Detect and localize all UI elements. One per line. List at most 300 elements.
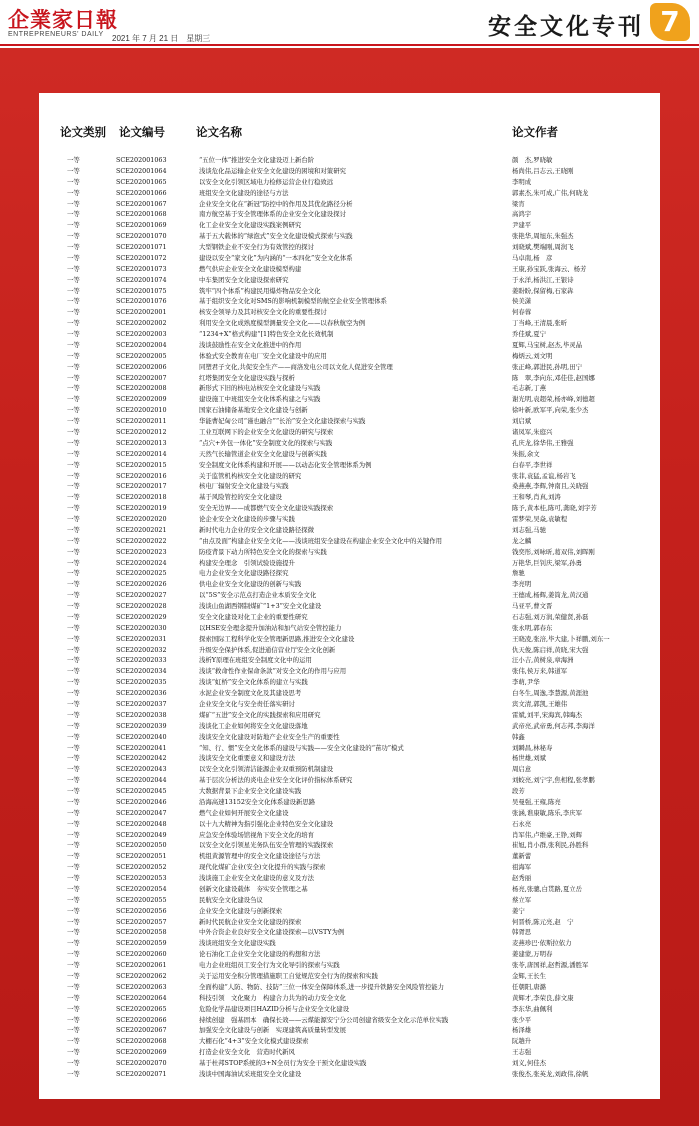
- cell-category: 一等: [67, 1026, 80, 1035]
- cell-title: 新形式下旧的核电站核安全文化建设与实践: [199, 384, 321, 393]
- table-row: [0, 264, 699, 275]
- cell-title: 创新文化建设载体 夯实安全管理之基: [199, 884, 308, 893]
- cell-category: 一等: [67, 787, 80, 796]
- cell-author: 钱奕彤,刘咏昕,葛双伟,刘晖刚: [512, 547, 595, 556]
- cell-title: 基于组织安全文化对SMS的影响机制模型的航空企业安全管理体系: [199, 297, 387, 306]
- table-row: [0, 383, 699, 394]
- cell-author: 崔旭,肖小群,张利民,孙胜科: [512, 841, 589, 850]
- cell-title: 班组安全文化建设的途径与方法: [199, 188, 289, 197]
- cell-category: 一等: [67, 286, 80, 295]
- cell-author: 王志强: [512, 1048, 532, 1057]
- cell-code: SCE202002042: [116, 754, 167, 763]
- table-row: [0, 1069, 699, 1080]
- cell-author: 何晋桥,陈元亮,赵 宁: [512, 917, 574, 926]
- cell-title: 沿海高速13152安全文化体系建设新思路: [199, 797, 316, 806]
- table-row: [0, 840, 699, 851]
- table-row: [0, 1036, 699, 1047]
- cell-category: 一等: [67, 678, 80, 687]
- cell-code: SCE202002035: [116, 678, 167, 687]
- cell-category: 一等: [67, 939, 80, 948]
- cell-author: 张正峰,郭进民,孙明,田宁: [512, 362, 582, 371]
- cell-title: 企业安全文化建设与创新探索: [199, 906, 283, 915]
- cell-author: 陈予,黄本桂,陈可,龚晓,刘宇芳: [512, 504, 597, 513]
- cell-category: 一等: [67, 961, 80, 970]
- cell-code: SCE202002057: [116, 917, 167, 926]
- cell-code: SCE202002047: [116, 808, 167, 817]
- cell-code: SCE202002046: [116, 797, 167, 806]
- cell-category: 一等: [67, 406, 80, 415]
- cell-category: 一等: [67, 754, 80, 763]
- page-number-badge: 7: [650, 3, 690, 41]
- cell-title: 机组黄源管理中的安全文化建设途径与方法: [199, 852, 321, 861]
- cell-title: 建设以安全“家文化”为内涵的“一本四化”安全文化体系: [199, 253, 353, 262]
- cell-title: 危险化学品建设项目HAZID分析与企业安全文化建设: [199, 1004, 350, 1013]
- cell-category: 一等: [67, 700, 80, 708]
- cell-code: SCE202002016: [116, 471, 167, 480]
- cell-title: 浅谈中国海油试采班组安全文化建设: [199, 1069, 302, 1078]
- cell-category: 一等: [67, 221, 80, 230]
- table-row: [0, 188, 699, 199]
- cell-title: 企业安全文化在“新冠”防控中的作用及其优化路径分析: [199, 199, 353, 208]
- cell-author: 王和琴,肖真,刘涛: [512, 493, 561, 502]
- table-row: [0, 242, 699, 253]
- cell-author: 何春蓉: [512, 308, 532, 317]
- cell-title: 关于运用安全积分管理措施职工自觉规范安全行为的探索和实践: [199, 972, 378, 980]
- cell-code: SCE202002060: [116, 950, 167, 959]
- table-row: [0, 884, 699, 895]
- cell-code: SCE202002015: [116, 460, 167, 469]
- cell-category: 一等: [67, 917, 80, 926]
- cell-title: 浅谈施工企业安全文化建设的意义及方法: [199, 874, 315, 883]
- cell-author: 仇天俊,陈启祥,黄晓,宋大强: [512, 645, 589, 654]
- table-row: [0, 481, 699, 492]
- cell-category: 一等: [67, 721, 80, 730]
- cell-author: 刘启斌: [512, 417, 532, 426]
- table-row: [0, 1015, 699, 1026]
- cell-code: SCE202002059: [116, 939, 167, 948]
- cell-author: 尹建平: [512, 221, 532, 230]
- table-row: [0, 373, 699, 384]
- cell-code: SCE202002027: [116, 591, 167, 600]
- cell-author: 姜盼盼,保留梅,石家犇: [512, 286, 574, 295]
- cell-title: 浅析Y原理在班组安全制度文化中的运用: [199, 656, 312, 665]
- cell-category: 一等: [67, 797, 80, 806]
- cell-code: SCE202002026: [116, 580, 167, 589]
- cell-category: 一等: [67, 634, 80, 643]
- cell-title: 中车集团安全文化建设探索研究: [199, 275, 289, 284]
- cell-author: 祖海军: [512, 863, 532, 872]
- cell-category: 一等: [67, 188, 80, 197]
- cell-code: SCE202002058: [116, 928, 167, 937]
- cell-category: 一等: [67, 874, 80, 883]
- table-row: [0, 536, 699, 547]
- cell-author: 张少平: [512, 1015, 532, 1024]
- cell-category: 一等: [67, 471, 80, 480]
- cell-title: 华能曹妃甸公司“谨也融合”“长治”安全文化建设探索与实践: [199, 417, 366, 426]
- table-row: [0, 296, 699, 307]
- cell-category: 一等: [67, 1048, 80, 1057]
- cell-title: 浅谈安全文化建设对防地产企业安全生产的重要性: [199, 732, 340, 741]
- cell-author: 白冬生,周逸,李慧源,黄涯池: [512, 689, 589, 698]
- cell-title: “五位一体”推进安全文化建设迈上新台阶: [199, 156, 315, 164]
- cell-title: 应急安全体验场馆视角下安全文化的培育: [199, 830, 315, 839]
- cell-title: 大棚石化“4+3”安全文化模式建设探索: [199, 1037, 309, 1046]
- cell-author: 张俊杰,张英龙,刘政伟,徐帆: [512, 1069, 589, 1078]
- cell-category: 一等: [67, 732, 80, 741]
- cell-author: 肖军伟,卢维豪,王铮,刘辉: [512, 830, 582, 839]
- table-row: [0, 938, 699, 949]
- cell-code: SCE202002032: [116, 645, 167, 654]
- table-row: [0, 982, 699, 993]
- cell-category: 一等: [67, 210, 80, 219]
- table-row: [0, 917, 699, 928]
- cell-category: 一等: [67, 591, 80, 600]
- table-row: [0, 645, 699, 656]
- table-row: [0, 949, 699, 960]
- cell-code: SCE202001066: [116, 188, 167, 197]
- cell-code: SCE202002070: [116, 1059, 167, 1068]
- cell-category: 一等: [67, 297, 80, 306]
- cell-code: SCE202002069: [116, 1048, 167, 1057]
- cell-author: 李亮明: [512, 580, 532, 589]
- cell-title: 核电厂辐射安全文化建设与实践: [199, 482, 289, 491]
- cell-author: 张涵,谯康敏,陈乐,李庆军: [512, 808, 582, 817]
- table-row: [0, 851, 699, 862]
- cell-code: SCE202002053: [116, 874, 167, 883]
- cell-category: 一等: [67, 536, 80, 545]
- cell-author: 周启意: [512, 765, 532, 774]
- table-row: [0, 307, 699, 318]
- table-row: [0, 590, 699, 601]
- cell-title: 核安全领导力及其对核安全文化的重要性探讨: [199, 308, 327, 317]
- cell-title: “由点及面”构建企业安全文化——浅谈班组安全建设在构建企业安全文化中的关键作用: [199, 536, 442, 545]
- cell-category: 一等: [67, 330, 80, 339]
- cell-author: 刘义,何佳杰: [512, 1059, 546, 1068]
- cell-title: 持续创建 强基固本 确保长效——云煤能源安宁分公司创建省级安全文化示范单位实践: [199, 1015, 449, 1024]
- cell-category: 一等: [67, 776, 80, 785]
- cell-category: 一等: [67, 166, 80, 175]
- cell-author: 马卓南,杨 彦: [512, 253, 553, 262]
- table-row: [0, 1058, 699, 1069]
- cell-code: SCE202002049: [116, 830, 167, 839]
- cell-title: 红塔集团安全文化建设实践与探析: [199, 373, 295, 382]
- table-row: [0, 394, 699, 405]
- cell-code: SCE202002018: [116, 493, 167, 502]
- table-row: [0, 362, 699, 373]
- cell-code: SCE202002010: [116, 406, 167, 415]
- cell-title: “1234+X”格式构建“[1]特色安全文化长效机制: [199, 330, 334, 339]
- table-row: [0, 873, 699, 884]
- table-row: [0, 655, 699, 666]
- cell-code: SCE202001064: [116, 166, 167, 175]
- cell-category: 一等: [67, 1037, 80, 1046]
- cell-title: 供电企业安全文化建设的创新与实践: [199, 580, 302, 589]
- cell-title: 构建安全理念 引领试验设施提升: [199, 558, 295, 567]
- cell-code: SCE202002066: [116, 1015, 167, 1024]
- table-row: [0, 340, 699, 351]
- cell-author: 赵秀丽: [512, 874, 532, 883]
- cell-author: 吴曼强,王雍,陈亮: [512, 797, 561, 806]
- cell-title: 全面构建“人防、物防、技防”三位一体安全保障体系,进一步提升铁路安全风险管控能力: [199, 982, 445, 991]
- cell-title: 论石油化工企业安全文化建设的构想和方法: [199, 950, 321, 959]
- cell-title: “知、行、惯”安全文化体系的建设与实践——安全文化建设的“苗功”模式: [199, 743, 404, 752]
- cell-author: 杨世雄,刘斌: [512, 754, 546, 763]
- table-row: [0, 416, 699, 427]
- table-row: [0, 601, 699, 612]
- cell-title: 基于层次分析法的炎电企业安全文化评价指标体系研究: [199, 776, 353, 785]
- cell-code: SCE202002041: [116, 743, 167, 752]
- newspaper-header: [0, 0, 699, 44]
- cell-code: SCE202002051: [116, 852, 167, 861]
- cell-code: SCE202002004: [116, 340, 167, 349]
- cell-category: 一等: [67, 580, 80, 589]
- cell-author: 刘瞬昌,林秘寿: [512, 743, 553, 752]
- cell-code: SCE202002014: [116, 449, 167, 458]
- cell-title: 民航安全文化建设刍议: [199, 895, 263, 904]
- cell-title: 天然气长输管道企业安全文化建设与创新实践: [199, 449, 327, 458]
- table-row: [0, 732, 699, 743]
- cell-category: 一等: [67, 689, 80, 698]
- cell-title: 基于风险管控的安全文化建设: [199, 493, 283, 502]
- cell-author: 韩鑫: [512, 732, 525, 741]
- cell-author: 马亚平,曹文晋: [512, 602, 553, 611]
- cell-author: 韩胥思: [512, 928, 532, 937]
- table-row: [0, 1004, 699, 1015]
- cell-title: 国家石油储备基地安全文化建设与创新: [199, 406, 308, 415]
- cell-title: 现代化煤矿企业(安全)文化提升的实践与探索: [199, 863, 326, 872]
- cell-category: 一等: [67, 275, 80, 284]
- cell-category: 一等: [67, 308, 80, 317]
- cell-title: 以HSE安全理念提升加油站和加气站安全管控能力: [199, 623, 342, 632]
- cell-author: 陈 翠,李向东,邓佳佳,赵国娜: [512, 373, 595, 382]
- cell-title: 大数据背景下企业安全文化建设实践: [199, 787, 302, 796]
- table-row: [0, 1025, 699, 1036]
- cell-title: 以“5S”安全示范点打造企业本质安全文化: [199, 591, 317, 600]
- cell-title: 浅谈安全文化重要意义和建设方法: [199, 754, 295, 763]
- cell-title: 升级安全保护体系,促进通信营业厅安全文化创新: [199, 645, 336, 654]
- table-row: [0, 677, 699, 688]
- cell-author: 张艳华,周旭东,朱强杰: [512, 232, 574, 241]
- cell-category: 一等: [67, 232, 80, 241]
- cell-author: 梁宵: [512, 199, 525, 208]
- cell-author: 姜宁: [512, 906, 525, 915]
- cell-category: 一等: [67, 264, 80, 273]
- cell-title: 新时代民航企业安全文化建设的探索: [199, 917, 302, 926]
- cell-category: 一等: [67, 710, 80, 719]
- cell-category: 一等: [67, 808, 80, 817]
- cell-author: 姜建蒙,万明春: [512, 950, 553, 959]
- cell-author: 武帝亮,武帝勇,何志邦,李海洋: [512, 721, 595, 730]
- table-row: [0, 830, 699, 841]
- cell-category: 一等: [67, 384, 80, 393]
- table-row: [0, 862, 699, 873]
- cell-author: 孔庆龙,徐华伟,王雅强: [512, 438, 574, 447]
- cell-code: SCE202002045: [116, 787, 167, 796]
- cell-title: 论企业安全文化建设的步骤与实践: [199, 515, 295, 524]
- cell-code: SCE202002044: [116, 776, 167, 785]
- cell-category: 一等: [67, 895, 80, 904]
- cell-category: 一等: [67, 558, 80, 567]
- cell-code: SCE202002067: [116, 1026, 167, 1035]
- table-row: [0, 993, 699, 1004]
- cell-title: 关于监管机构核安全文化建设的研究: [199, 471, 302, 480]
- cell-category: 一等: [67, 373, 80, 382]
- table-row: [0, 177, 699, 188]
- cell-code: SCE202002006: [116, 362, 167, 371]
- cell-title: 基于五大载体的“绿泡式”安全文化建设模式探索与实践: [199, 232, 353, 241]
- cell-author: 侯美潇: [512, 297, 532, 306]
- cell-author: 杨尚伟,吕志云,王晓刚: [512, 166, 574, 175]
- cell-title: 水泥企业安全制度文化及其建设思考: [199, 689, 302, 698]
- cell-title: 筑牢“四个体系”构建民用爆炸物品安全文化: [199, 286, 321, 295]
- cell-code: SCE202002064: [116, 993, 167, 1002]
- cell-code: SCE202001071: [116, 243, 167, 252]
- cell-category: 一等: [67, 362, 80, 371]
- cell-title: 化工企业安全文化建设实践案例研究: [199, 221, 302, 230]
- column-header-name: 论文名称: [196, 125, 242, 139]
- cell-author: 宾文清,郭凯,王雄伟: [512, 700, 568, 708]
- table-row: [0, 927, 699, 938]
- table-row: [0, 166, 699, 177]
- cell-category: 一等: [67, 1069, 80, 1078]
- cell-title: 浅谈“虹桥”安全文化体系的建立与实践: [199, 678, 308, 687]
- table-row: [0, 427, 699, 438]
- cell-code: SCE202002003: [116, 330, 167, 339]
- cell-code: SCE202002034: [116, 667, 167, 676]
- cell-author: 蔡立军: [512, 895, 532, 904]
- table-row: [0, 666, 699, 677]
- table-row: [0, 492, 699, 503]
- cell-author: 石志强,刘万润,荣健贤,孙磊: [512, 612, 589, 621]
- cell-code: SCE202002050: [116, 841, 167, 850]
- cell-title: 燃气企业如何开展安全文化建设: [199, 808, 289, 817]
- cell-code: SCE202001076: [116, 297, 167, 306]
- cell-author: 石永亮: [512, 819, 532, 828]
- cell-category: 一等: [67, 884, 80, 893]
- header-divider: [0, 44, 699, 46]
- cell-category: 一等: [67, 569, 80, 578]
- cell-title: 以安全文化引领区域电力检修运营企业行稳致远: [199, 177, 334, 186]
- cell-category: 一等: [67, 177, 80, 186]
- cell-category: 一等: [67, 199, 80, 208]
- table-row: [0, 514, 699, 525]
- cell-author: 杨泽雄: [512, 1026, 532, 1035]
- cell-code: SCE202002020: [116, 515, 167, 524]
- cell-category: 一等: [67, 340, 80, 349]
- cell-category: 一等: [67, 765, 80, 774]
- cell-category: 一等: [67, 1059, 80, 1068]
- cell-category: 一等: [67, 852, 80, 861]
- cell-code: SCE202002013: [116, 438, 167, 447]
- cell-category: 一等: [67, 612, 80, 621]
- cell-author: 桑燕燕,李辉,钟南且,关晓强: [512, 482, 589, 491]
- cell-author: 李明成: [512, 177, 532, 186]
- cell-code: SCE202002007: [116, 373, 167, 382]
- cell-code: SCE202001067: [116, 199, 167, 208]
- cell-title: 安全文化建设对化工企业的重要性研究: [199, 612, 308, 621]
- table-row: [0, 155, 699, 166]
- cell-author: 雷梦荣,吴焱,袁敏程: [512, 515, 568, 524]
- cell-code: SCE202001063: [116, 156, 167, 164]
- cell-author: 龙之麟: [512, 536, 532, 545]
- cell-author: 黄辉才,李荣良,薛文康: [512, 993, 574, 1002]
- table-row: [0, 623, 699, 634]
- cell-category: 一等: [67, 623, 80, 632]
- cell-author: 王德成,杨辉,姜筒龙,黄汉通: [512, 591, 589, 600]
- table-row: [0, 351, 699, 362]
- cell-category: 一等: [67, 438, 80, 447]
- cell-author: 杨亮,张骢,白贯路,夏立岳: [512, 884, 582, 893]
- cell-author: 诸凤军,朱庭兴: [512, 428, 553, 436]
- table-row: [0, 797, 699, 808]
- cell-category: 一等: [67, 319, 80, 328]
- cell-category: 一等: [67, 656, 80, 665]
- cell-category: 一等: [67, 982, 80, 991]
- cell-category: 一等: [67, 253, 80, 262]
- cell-author: 阮趟升: [512, 1037, 532, 1046]
- issue-date: 2021 年 7 月 21 日 星期三: [112, 34, 211, 43]
- cell-author: 毛志新,丁燕: [512, 384, 546, 393]
- cell-code: SCE202001073: [116, 264, 167, 273]
- table-row: [0, 199, 699, 210]
- cell-code: SCE202002022: [116, 536, 167, 545]
- table-row: [0, 231, 699, 242]
- cell-code: SCE202002065: [116, 1004, 167, 1013]
- cell-category: 一等: [67, 395, 80, 404]
- cell-code: SCE202002037: [116, 700, 167, 708]
- cell-category: 一等: [67, 525, 80, 534]
- table-row: [0, 634, 699, 645]
- table-row: [0, 547, 699, 558]
- cell-code: SCE202001068: [116, 210, 167, 219]
- cell-author: 李萌,尹华: [512, 678, 540, 687]
- cell-author: 张苓,唐国祥,赵哲源,潘胜军: [512, 961, 589, 970]
- cell-author: 白春平,李世祥: [512, 460, 553, 469]
- cell-title: 大型钢铁企业不安全行为有效管控的探讨: [199, 243, 315, 252]
- cell-code: SCE202002068: [116, 1037, 167, 1046]
- cell-category: 一等: [67, 504, 80, 513]
- cell-category: 一等: [67, 515, 80, 524]
- cell-title: 浅谈“救命性作业保命条款”对安全文化的作用与应用: [199, 667, 347, 676]
- cell-code: SCE202002023: [116, 547, 167, 556]
- cell-author: 王康,孙宝跃,张海云、杨芳: [512, 264, 587, 273]
- cell-code: SCE202002039: [116, 721, 167, 730]
- table-row: [0, 819, 699, 830]
- cell-title: “点穴+外包一体化”安全制度文化的探索与实践: [199, 438, 333, 447]
- cell-code: SCE202002030: [116, 623, 167, 632]
- cell-author: 雷斌,刘平,宋海宾,韩晦杰: [512, 710, 582, 719]
- cell-author: 汪小吉,黄树泉,章海洲: [512, 656, 574, 665]
- cell-code: SCE202002038: [116, 710, 167, 719]
- cell-author: 万艳华,巨钊庆,梁军,孙勇: [512, 558, 582, 567]
- cell-author: 刘蛟亮,刘宁宇,焦相程,张孝鹏: [512, 776, 595, 785]
- cell-code: SCE202002062: [116, 972, 167, 980]
- table-row: [0, 275, 699, 286]
- cell-code: SCE202002025: [116, 569, 167, 578]
- cell-code: SCE202002071: [116, 1069, 167, 1078]
- cell-code: SCE202002002: [116, 319, 167, 328]
- cell-code: SCE202002036: [116, 689, 167, 698]
- table-row: [0, 960, 699, 971]
- cell-title: 同塑君子文化,共促安全生产——商洛发电公司以文化人促进安全管理: [199, 362, 393, 371]
- table-row: [0, 209, 699, 220]
- cell-category: 一等: [67, 993, 80, 1002]
- cell-category: 一等: [67, 449, 80, 458]
- cell-title: 以安全文化引领星光务队伍安全管理的实践探索: [199, 841, 334, 850]
- table-row: [0, 753, 699, 764]
- cell-author: 麦燕珍巴·依斯拉依力: [512, 939, 572, 948]
- cell-author: 刘志强,马驰: [512, 525, 546, 534]
